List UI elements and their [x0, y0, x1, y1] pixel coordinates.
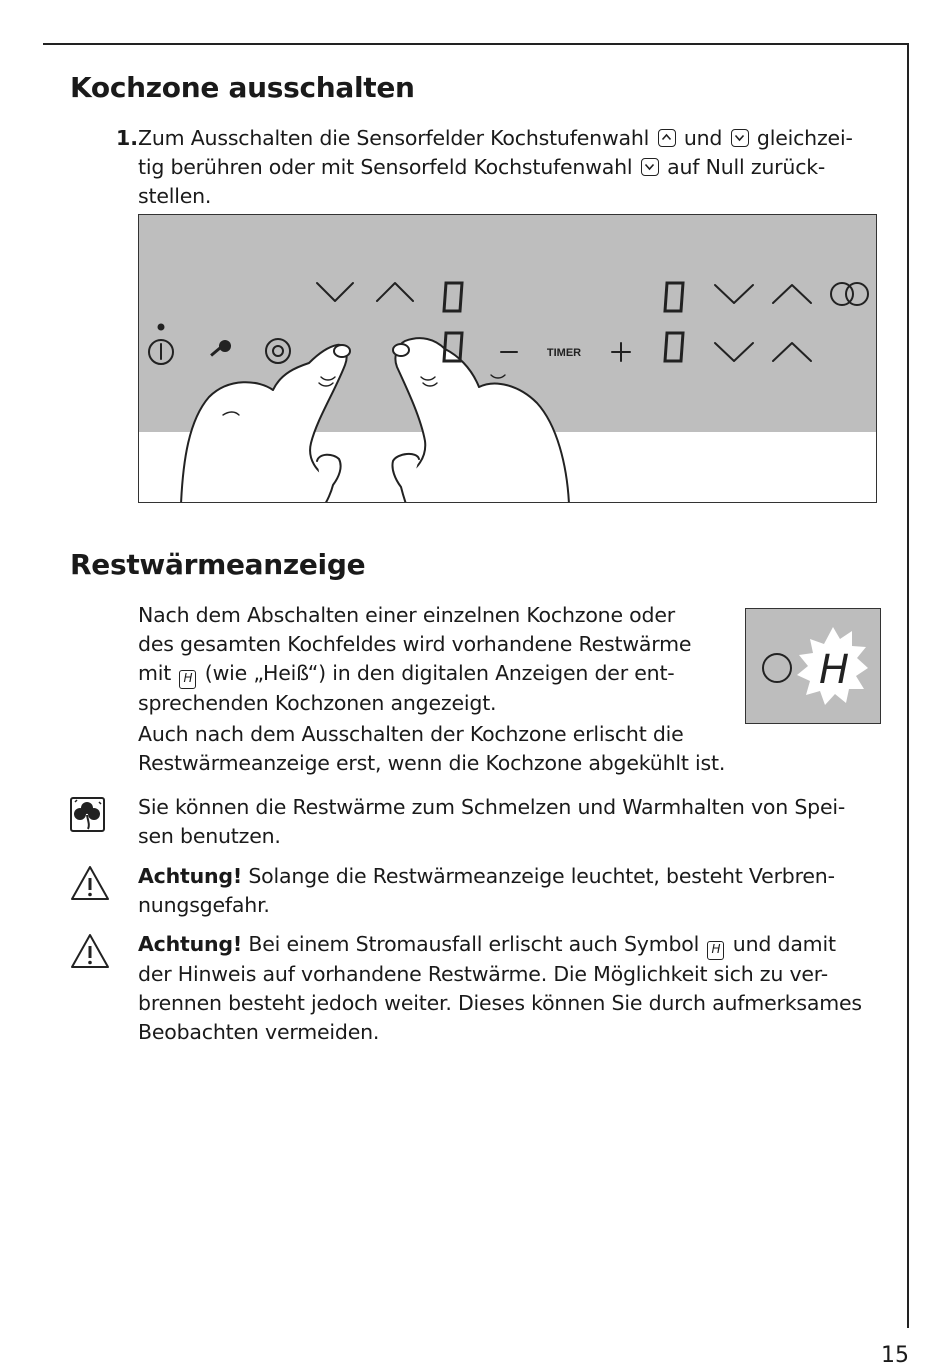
cloverleaf-tip-icon — [70, 797, 106, 837]
section-title-restwaermeanzeige: Restwärmeanzeige — [70, 548, 366, 581]
restwaerme-paragraph-1: Nach dem Abschalten einer einzelnen Kochzone oder des gesamten Kochfeldes wird vorhandene Restwärme mit H (wie „Heiß“) in den digitalen Anzeigen der ent- sprechenden Kochzonen angezeigt. — [138, 603, 692, 715]
top-rule — [43, 43, 909, 45]
warning-label: Achtung! — [138, 864, 243, 888]
chevron-down-key-icon — [731, 129, 749, 147]
step-line-1: Zum Ausschalten die Sensorfelder Kochstufenwahl und gleichzei- — [138, 126, 853, 150]
page-number: 15 — [881, 1343, 909, 1368]
control-panel-illustration — [138, 214, 877, 503]
warning-triangle-icon — [70, 865, 110, 905]
chevron-down-key-icon — [641, 158, 659, 176]
chevron-up-key-icon — [658, 129, 676, 147]
h-symbol-icon: H — [707, 941, 724, 960]
indicator-dot — [158, 324, 165, 331]
right-rule — [907, 43, 909, 1328]
step-line-3: stellen. — [138, 184, 212, 208]
warning-2-text: Achtung! Bei einem Stromausfall erlischt auch Symbol H und damit der Hinweis auf vorhandene Restwärme. Die Möglichkeit sich zu ver- brennen besteht jedoch weiter. Dieses können Sie durch aufmerksames Beobachten vermeiden. — [138, 932, 862, 1044]
step-line-2: tig berühren oder mit Sensorfeld Kochstufenwahl auf Null zurück- — [138, 155, 826, 179]
heat-letter: H — [818, 647, 850, 693]
warning-label: Achtung! — [138, 932, 243, 956]
timer-label: TIMER — [546, 347, 582, 359]
warning-triangle-icon — [70, 933, 110, 973]
step-text — [138, 124, 888, 211]
zone-circle-icon — [763, 654, 791, 682]
section-title-kochzone-ausschalten: Kochzone ausschalten — [70, 71, 415, 104]
heat-display-illustration — [745, 608, 881, 724]
h-symbol-icon: H — [179, 670, 196, 689]
tip-text: Sie können die Restwärme zum Schmelzen und Warmhalten von Spei- sen benutzen. — [138, 795, 846, 848]
step-number: 1. — [116, 126, 139, 150]
warning-1-text: Achtung! Solange die Restwärmeanzeige leuchtet, besteht Verbren- nungsgefahr. — [138, 864, 835, 917]
restwaerme-paragraph-2: Auch nach dem Ausschalten der Kochzone erlischt die Restwärmeanzeige erst, wenn die Kochzone abgekühlt ist. — [138, 722, 726, 775]
